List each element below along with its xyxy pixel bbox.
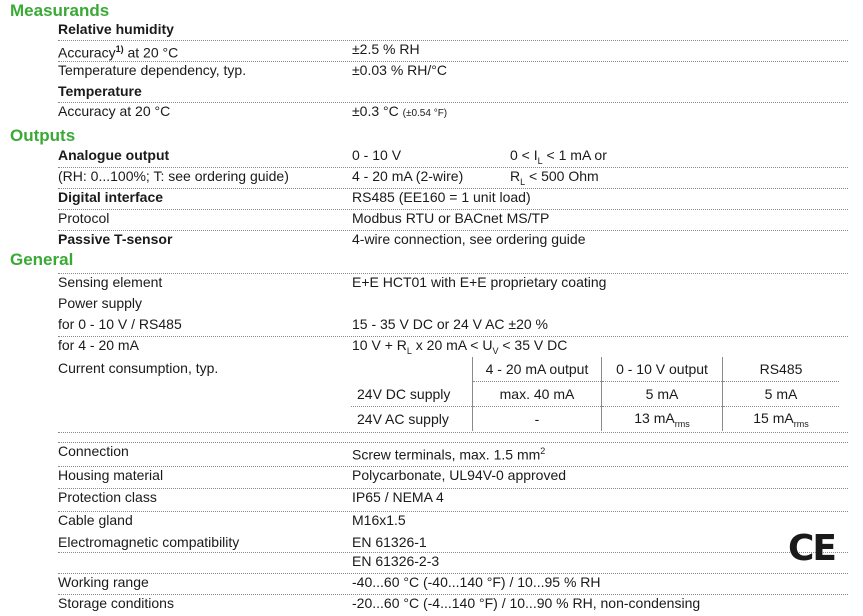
emc-value-2: EN 61326-2-3 [352,553,440,569]
power-420-label: for 4 - 20 mA [58,337,139,353]
temp-dependency-value: ±0.03 % RH/°C [352,62,447,78]
consumption-cell: 15 $mA_{rms}$ [723,407,840,432]
analogue-note: (RH: 0...100%; T: see ordering guide) [58,168,289,184]
analogue-voltage-value: 0 - 10 V [352,147,402,163]
section-title-general: General [10,250,74,269]
protocol-row [58,209,848,226]
connection-row [58,442,848,463]
analogue-current-condition: $R_L < 500$ Ohm [510,168,599,187]
rh-heading: Relative humidity [58,21,174,37]
sensing-element-label: Sensing element [58,274,163,290]
analogue-current-row [58,167,848,187]
cable-gland-value: M16x1.5 [352,512,406,528]
temp-accuracy-value: ±0.3 °C (±0.54 °F) [352,103,448,119]
temp-accuracy-label: Accuracy at 20 °C [58,103,171,119]
consumption-table [351,357,839,431]
rh-accuracy-label: Accuracy$^{1)}$ at 20 °C [58,44,179,61]
emc-label: Electromagnetic compatibility [58,534,240,550]
passive-sensor-row [58,230,848,247]
digital-interface-label: Digital interface [58,189,164,205]
digital-interface-row [58,188,848,205]
housing-row [58,466,848,483]
housing-label: Housing material [58,467,164,483]
power-420-value: 10 $V + R_L$ x 20 mA < $U_V < 35$ V DC [352,337,568,356]
protocol-label: Protocol [58,210,110,226]
cable-gland-row [58,511,848,528]
digital-interface-value: RS485 (EE160 = 1 unit load) [352,189,531,205]
cable-gland-label: Cable gland [58,512,133,528]
connection-value: Screw terminals, max. 1.5 $mm^2$ [352,446,546,463]
consumption-cell: 5 mA [723,382,840,407]
consumption-header: RS485 [723,357,840,382]
storage-row [58,594,848,611]
working-range-label: Working range [58,574,149,590]
protection-label: Protection class [58,489,157,505]
consumption-row-label: 24V DC supply [351,382,473,407]
consumption-header: 4 - 20 mA output [473,357,602,382]
protection-row [58,488,848,505]
ce-mark-icon: CE [788,528,836,569]
rh-accuracy-row [58,40,848,61]
power-420-row [58,336,848,356]
storage-value: -20...60 °C (-4...140 °F) / 10...90 % RH, non-condensing [352,595,701,611]
consumption-label: Current consumption, typ. [58,360,219,376]
temperature-heading: Temperature [58,83,142,99]
consumption-header: 0 - 10 V output [602,357,723,382]
storage-label: Storage conditions [58,595,174,611]
passive-sensor-label: Passive T-sensor [58,231,173,247]
protocol-value: Modbus RTU or BACnet MS/TP [352,210,550,226]
consumption-divider [58,432,848,433]
section-title-measurands: Measurands [10,1,110,20]
analogue-output-label: Analogue output [58,147,170,163]
consumption-row-label: 24V AC supply [357,411,449,427]
power-supply-label: Power supply [58,295,143,311]
sensing-element-value: E+E HCT01 with E+E proprietary coating [352,274,607,290]
connection-label: Connection [58,443,129,459]
working-range-row [58,573,848,590]
consumption-cell: 5 mA [602,382,723,407]
analogue-voltage-condition: $0 < I_L < 1$ mA or [510,147,607,166]
protection-value: IP65 / NEMA 4 [352,489,444,505]
temp-dependency-label: Temperature dependency, typ. [58,62,247,78]
power-010-value: 15 - 35 V DC or 24 V AC ±20 % [352,316,548,332]
consumption-cell: 13 $mA_{rms}$ [602,407,723,432]
housing-value: Polycarbonate, UL94V-0 approved [352,467,567,483]
power-010-label: for 0 - 10 V / RS485 [58,316,182,332]
passive-sensor-value: 4-wire connection, see ordering guide [352,231,586,247]
rh-accuracy-value: ±2.5 % RH [352,41,420,57]
consumption-cell: - [473,407,602,432]
temp-accuracy-row [58,102,848,119]
consumption-cell: max. 40 mA [473,382,602,407]
working-range-value: -40...60 °C (-40...140 °F) / 10...95 % RH [352,574,601,590]
temp-dependency-row [58,61,848,78]
emc-value-1: EN 61326-1 [352,534,427,550]
sensing-element-row [58,273,848,290]
emc-row-2 [58,552,848,569]
section-title-outputs: Outputs [10,126,76,145]
analogue-current-value: 4 - 20 mA (2-wire) [352,168,464,184]
